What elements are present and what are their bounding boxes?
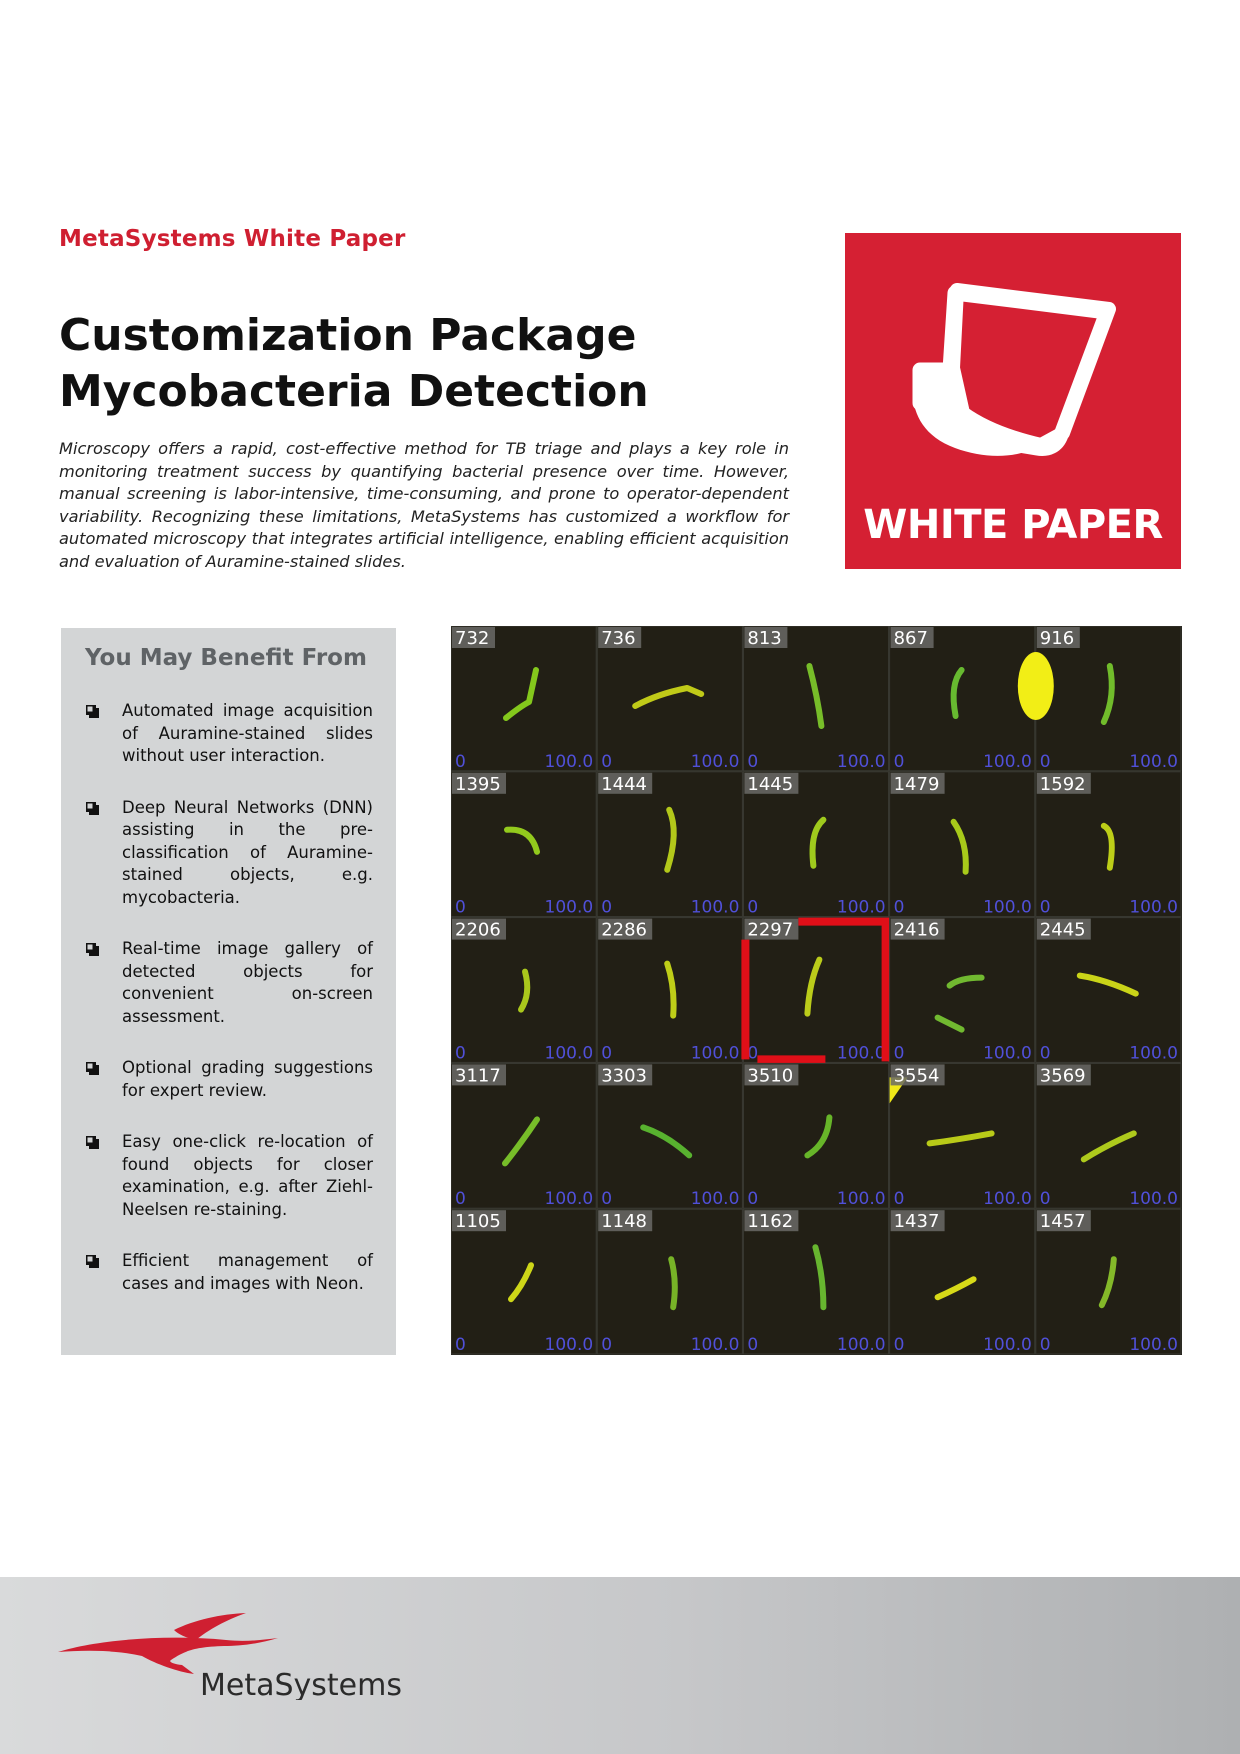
scale-min-label: 0 (893, 897, 905, 918)
whitepaper-kicker: MetaSystems White Paper (59, 226, 406, 252)
scale-min-label: 0 (893, 1335, 905, 1355)
scale-min-label: 0 (1039, 1189, 1051, 1210)
scale-max-label: 100.0 (836, 1043, 886, 1064)
scale-min-label: 0 (601, 751, 613, 772)
gallery-tile[interactable] (743, 918, 888, 1064)
tile-id-label: 2445 (1039, 919, 1086, 941)
tile-id-label: 916 (1039, 628, 1075, 649)
tile-id-label: 2206 (455, 919, 501, 941)
footer-band (0, 1577, 1240, 1754)
tile-id-label: 2416 (893, 919, 940, 941)
scale-min-label: 0 (601, 897, 613, 918)
scale-min-label: 0 (747, 751, 759, 772)
tile-id-label: 1395 (455, 773, 501, 795)
gallery-tile[interactable] (597, 918, 742, 1064)
scale-max-label: 100.0 (836, 751, 886, 772)
scale-max-label: 100.0 (544, 751, 594, 772)
scale-max-label: 100.0 (544, 1043, 594, 1064)
scale-max-label: 100.0 (690, 897, 740, 918)
gallery-tile[interactable] (890, 918, 1035, 1064)
scale-max-label: 100.0 (544, 1189, 594, 1210)
scale-min-label: 0 (1039, 1335, 1051, 1355)
tile-id-label: 1457 (1039, 1211, 1086, 1233)
gallery-tile[interactable] (451, 772, 596, 918)
gallery-tile[interactable] (743, 1063, 888, 1209)
title-line-1: Customization Package (59, 310, 637, 361)
gallery-tile[interactable] (1036, 772, 1181, 918)
scale-min-label: 0 (1039, 1043, 1051, 1064)
white-paper-badge (845, 233, 1181, 569)
gallery-tile[interactable] (597, 772, 742, 918)
tile-id-label: 1444 (601, 773, 648, 795)
scale-min-label: 0 (893, 1043, 905, 1064)
gallery-tile[interactable] (597, 626, 742, 772)
intro-paragraph: Microscopy offers a rapid, cost-effective method for TB triage and plays a key role in monitoring treatment success by quantifying bacterial presence over time. However, manual screening is labor-intensive, time-consuming, and prone to operator-dependent variability. Recognizing these limitations, MetaSystems has customized a workflow for automated microscopy that integrates artificial intelligence, enabling efficient acquisition and evaluation of Auramine-stained slides. (59, 439, 789, 571)
tile-id-label: 1592 (1039, 773, 1086, 795)
scale-min-label: 0 (455, 1335, 466, 1355)
tile-id-label: 1479 (893, 773, 940, 795)
gallery-tile[interactable] (451, 1063, 596, 1209)
scale-max-label: 100.0 (983, 1043, 1032, 1064)
benefit-text: Optional grading suggestions for expert review. (122, 1058, 373, 1100)
benefit-item (85, 797, 373, 910)
scale-min-label: 0 (1039, 897, 1051, 918)
title-line-2: Mycobacteria Detection (59, 366, 649, 417)
benefit-text: Real-time image gallery of detected objects for convenient on-screen assessment. (122, 939, 373, 1026)
gallery-tile[interactable] (890, 626, 1035, 772)
benefit-item (85, 1057, 373, 1102)
scale-max-label: 100.0 (1129, 1335, 1178, 1355)
scale-min-label: 0 (455, 751, 466, 772)
scale-min-label: 0 (747, 897, 759, 918)
tile-id-label: 867 (893, 628, 928, 649)
scale-min-label: 0 (1039, 751, 1051, 772)
gallery-tile[interactable] (451, 918, 596, 1064)
scale-min-label: 0 (601, 1335, 613, 1355)
gallery-tile[interactable] (743, 1209, 888, 1355)
bullet-icon (86, 1255, 99, 1268)
gallery-tile[interactable] (597, 1209, 742, 1355)
scale-max-label: 100.0 (983, 897, 1032, 918)
gallery-tile[interactable] (890, 1209, 1035, 1355)
bullet-icon (86, 1136, 99, 1149)
scale-min-label: 0 (601, 1043, 613, 1064)
benefit-text: Automated image acquisition of Auramine-stained slides without user interaction. (122, 701, 373, 765)
scale-min-label: 0 (455, 897, 466, 918)
tile-id-label: 1445 (747, 773, 794, 795)
benefit-text: Easy one-click re-location of found objects for closer examination, e.g. after Ziehl-Neelsen re-staining. (122, 1132, 373, 1219)
scale-max-label: 100.0 (983, 1335, 1032, 1355)
benefits-list (85, 700, 373, 1324)
gallery-tile[interactable] (890, 772, 1035, 918)
gallery-tile[interactable] (597, 1063, 742, 1209)
scale-min-label: 0 (747, 1189, 759, 1210)
tile-id-label: 2297 (747, 919, 794, 941)
bullet-icon (86, 802, 99, 815)
tile-id-label: 1437 (893, 1211, 940, 1233)
tile-id-label: 3117 (455, 1065, 501, 1087)
scale-min-label: 0 (601, 1189, 613, 1210)
scale-max-label: 100.0 (1129, 897, 1178, 918)
benefits-title: You May Benefit From (85, 645, 367, 671)
bullet-icon (86, 943, 99, 956)
tile-id-label: 813 (747, 628, 782, 649)
gallery-tile[interactable] (1036, 1063, 1181, 1209)
benefit-item (85, 1250, 373, 1295)
scale-min-label: 0 (893, 751, 905, 772)
scale-max-label: 100.0 (690, 1043, 740, 1064)
benefit-item (85, 1131, 373, 1221)
scale-max-label: 100.0 (1129, 751, 1178, 772)
gallery-tile[interactable] (1036, 1209, 1181, 1355)
bacterium-mark (671, 1259, 675, 1307)
gallery-canvas (451, 626, 1182, 1355)
tile-id-label: 1105 (455, 1211, 501, 1233)
white-paper-label: WHITE PAPER (863, 502, 1163, 548)
tile-id-label: 3569 (1039, 1065, 1086, 1087)
metasystems-wordmark: MetaSystems (200, 1668, 402, 1700)
benefit-text: Deep Neural Networks (DNN) assisting in the pre-classification of Auramine-stained objects, e.g. mycobacteria. (122, 797, 373, 907)
tile-id-label: 1148 (601, 1211, 648, 1233)
scale-min-label: 0 (747, 1335, 759, 1355)
scale-min-label: 0 (747, 1043, 759, 1064)
scale-max-label: 100.0 (690, 1335, 740, 1355)
benefit-item (85, 700, 373, 768)
gallery-tile[interactable] (1036, 918, 1181, 1064)
tile-id-label: 3303 (601, 1065, 648, 1087)
gallery-tile[interactable] (743, 626, 888, 772)
scale-min-label: 0 (893, 1189, 905, 1210)
object-gallery (451, 626, 1182, 1355)
tile-id-label: 732 (455, 628, 490, 649)
scale-max-label: 100.0 (690, 1189, 740, 1210)
tile-id-label: 736 (601, 628, 636, 649)
scale-min-label: 0 (455, 1043, 466, 1064)
page-title (59, 308, 779, 420)
scale-max-label: 100.0 (836, 1335, 886, 1355)
tile-id-label: 2286 (601, 919, 648, 941)
fluorescent-blob (1018, 652, 1054, 720)
scale-max-label: 100.0 (1129, 1189, 1178, 1210)
gallery-tile[interactable] (1018, 626, 1181, 772)
scale-min-label: 0 (455, 1189, 466, 1210)
metasystems-logo (56, 1610, 406, 1700)
scale-max-label: 100.0 (983, 751, 1032, 772)
benefit-text: Efficient management of cases and images with Neon. (122, 1251, 373, 1293)
tile-id-label: 3510 (747, 1065, 794, 1087)
benefit-item (85, 938, 373, 1028)
scale-max-label: 100.0 (1129, 1043, 1178, 1064)
benefits-panel (61, 628, 396, 1355)
gallery-tile[interactable] (743, 772, 888, 918)
scale-max-label: 100.0 (690, 751, 740, 772)
scale-max-label: 100.0 (544, 897, 594, 918)
scale-max-label: 100.0 (544, 1335, 594, 1355)
bullet-icon (86, 705, 99, 718)
gallery-tile[interactable] (451, 626, 596, 772)
gallery-tile[interactable] (451, 1209, 596, 1355)
scale-max-label: 100.0 (836, 897, 886, 918)
scale-max-label: 100.0 (836, 1189, 886, 1210)
bullet-icon (86, 1062, 99, 1075)
gallery-tile[interactable] (890, 1063, 1035, 1209)
tile-id-label: 3554 (893, 1065, 940, 1087)
scale-max-label: 100.0 (983, 1189, 1032, 1210)
tile-id-label: 1162 (747, 1211, 794, 1233)
